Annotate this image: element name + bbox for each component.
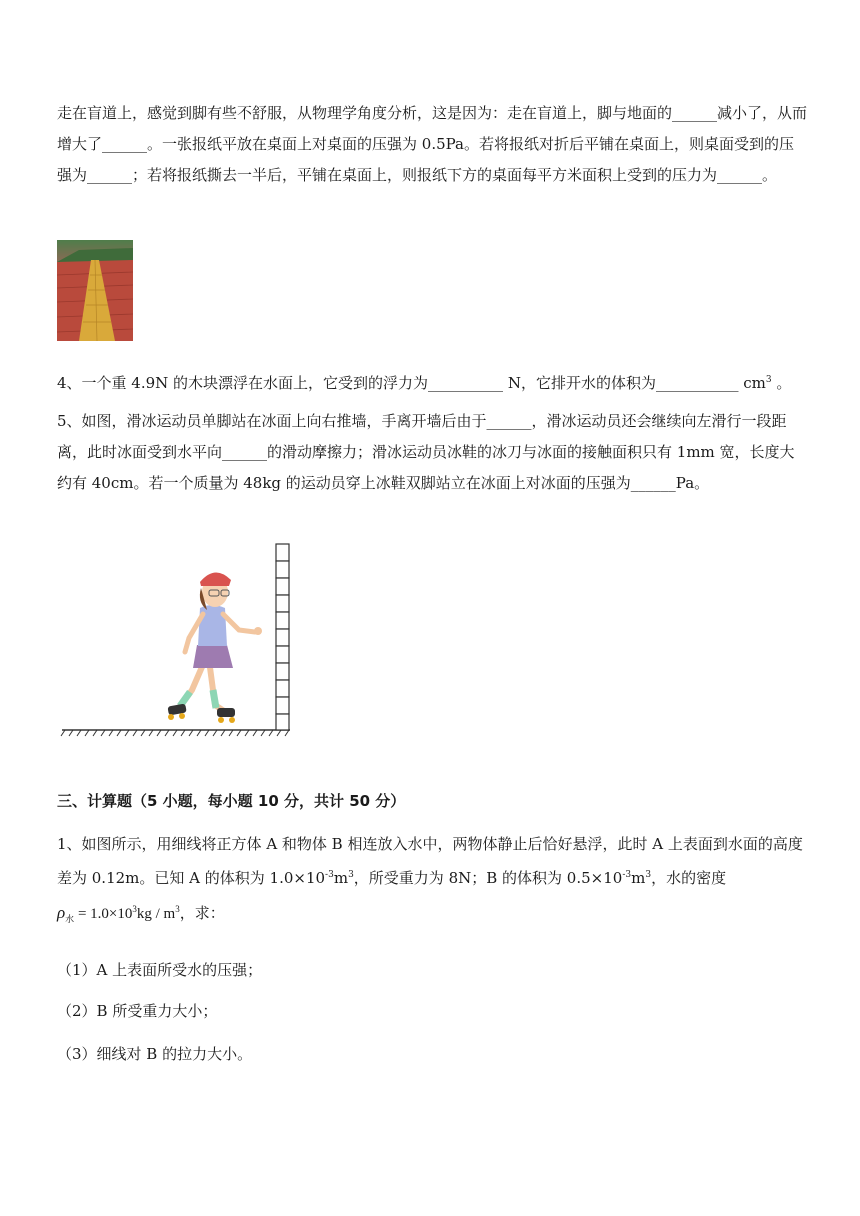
rho-symbol: ρ (57, 903, 66, 922)
calc1-unit-1: m (333, 869, 349, 887)
calculation-question-1 (57, 829, 807, 935)
water-density-formula (57, 903, 180, 924)
calc1-text-c: ，所受重力为 8N；B 的体积为 0.5×10 (353, 869, 623, 887)
sub-question-3-text: （3）细线对 B 的拉力大小。 (57, 1045, 253, 1063)
tactile-paving-image (57, 240, 133, 341)
calc1-text-f: ，求： (179, 904, 225, 922)
question-5 (57, 406, 807, 499)
sub-question-2 (57, 996, 807, 1027)
tactile-paving-photo (57, 240, 133, 341)
sub-question-1 (57, 955, 807, 986)
sub-question-1-text: （1）A 上表面所受水的压强； (57, 961, 263, 979)
calc1-text-a: 1、如图所示，用细线将正方体 A 和物体 B 相连放入水中，两物体静止后恰好悬浮，此时 A 上表面到水面的高度差为 0.12m。已知 A 的体积为 1.0×10 (57, 835, 803, 887)
calc1-unit-2: m (631, 869, 646, 887)
sub-question-3 (57, 1039, 807, 1070)
question-4-text: 4、一个重 4.9N 的木块漂浮在水面上，它受到的浮力为__________ N，它排开水的体积为___________ cm (57, 374, 766, 392)
skater-pushing-wall-figure (57, 540, 297, 740)
rho-exponent: 3 (132, 904, 137, 914)
cm3-exponent: 3 (765, 375, 772, 385)
skater-illustration (57, 540, 297, 740)
rho-unit: kg / m (136, 906, 176, 922)
calc1-unit-exponent-2: 3 (645, 870, 652, 880)
calc1-text-e: ，水的密度 (651, 869, 727, 887)
question-5-text: 5、如图，滑冰运动员单脚站在冰面上向右推墙，手离开墙后由于______，滑冰运动员还会继续向左滑行一段距离，此时冰面受到水平向______的滑动摩擦力；滑冰运动员冰鞋的冰刀与冰面的接触面积只有 1mm 宽，长度大约有 40cm。若一个质量为 48kg 的运动员穿上冰鞋双脚站立在冰面上对冰面的压强为______Pa。 (57, 412, 795, 492)
rho-unit-exponent: 3 (175, 904, 180, 914)
rho-subscript: 水 (65, 914, 75, 924)
section-3-title: 三、计算题（5 小题，每小题 10 分，共计 50 分） (57, 792, 406, 810)
sub-question-2-text: （2）B 所受重力大小； (57, 1002, 218, 1020)
question-3-text: 走在盲道上，感觉到脚有些不舒服，从物理学角度分析，这是因为：走在盲道上，脚与地面的______减小了，从而增大了______。一张报纸平放在桌面上对桌面的压强为 0.5Pa。若将报纸对折后平铺在桌面上，则桌面受到的压强为______；若将报纸撕去一半后，平铺在桌面上，则报纸下方的桌面每平方米面积上受到的压力为______。 (57, 104, 808, 184)
calc1-exponent-1: -3 (325, 870, 334, 880)
calc1-unit-exponent-1: 3 (348, 870, 354, 880)
rho-value: = 1.0×10 (74, 906, 133, 922)
question-3-continuation (57, 98, 807, 191)
calc1-exponent-2: -3 (622, 870, 632, 880)
question-4-end: 。 (771, 374, 792, 392)
question-4 (57, 365, 807, 399)
